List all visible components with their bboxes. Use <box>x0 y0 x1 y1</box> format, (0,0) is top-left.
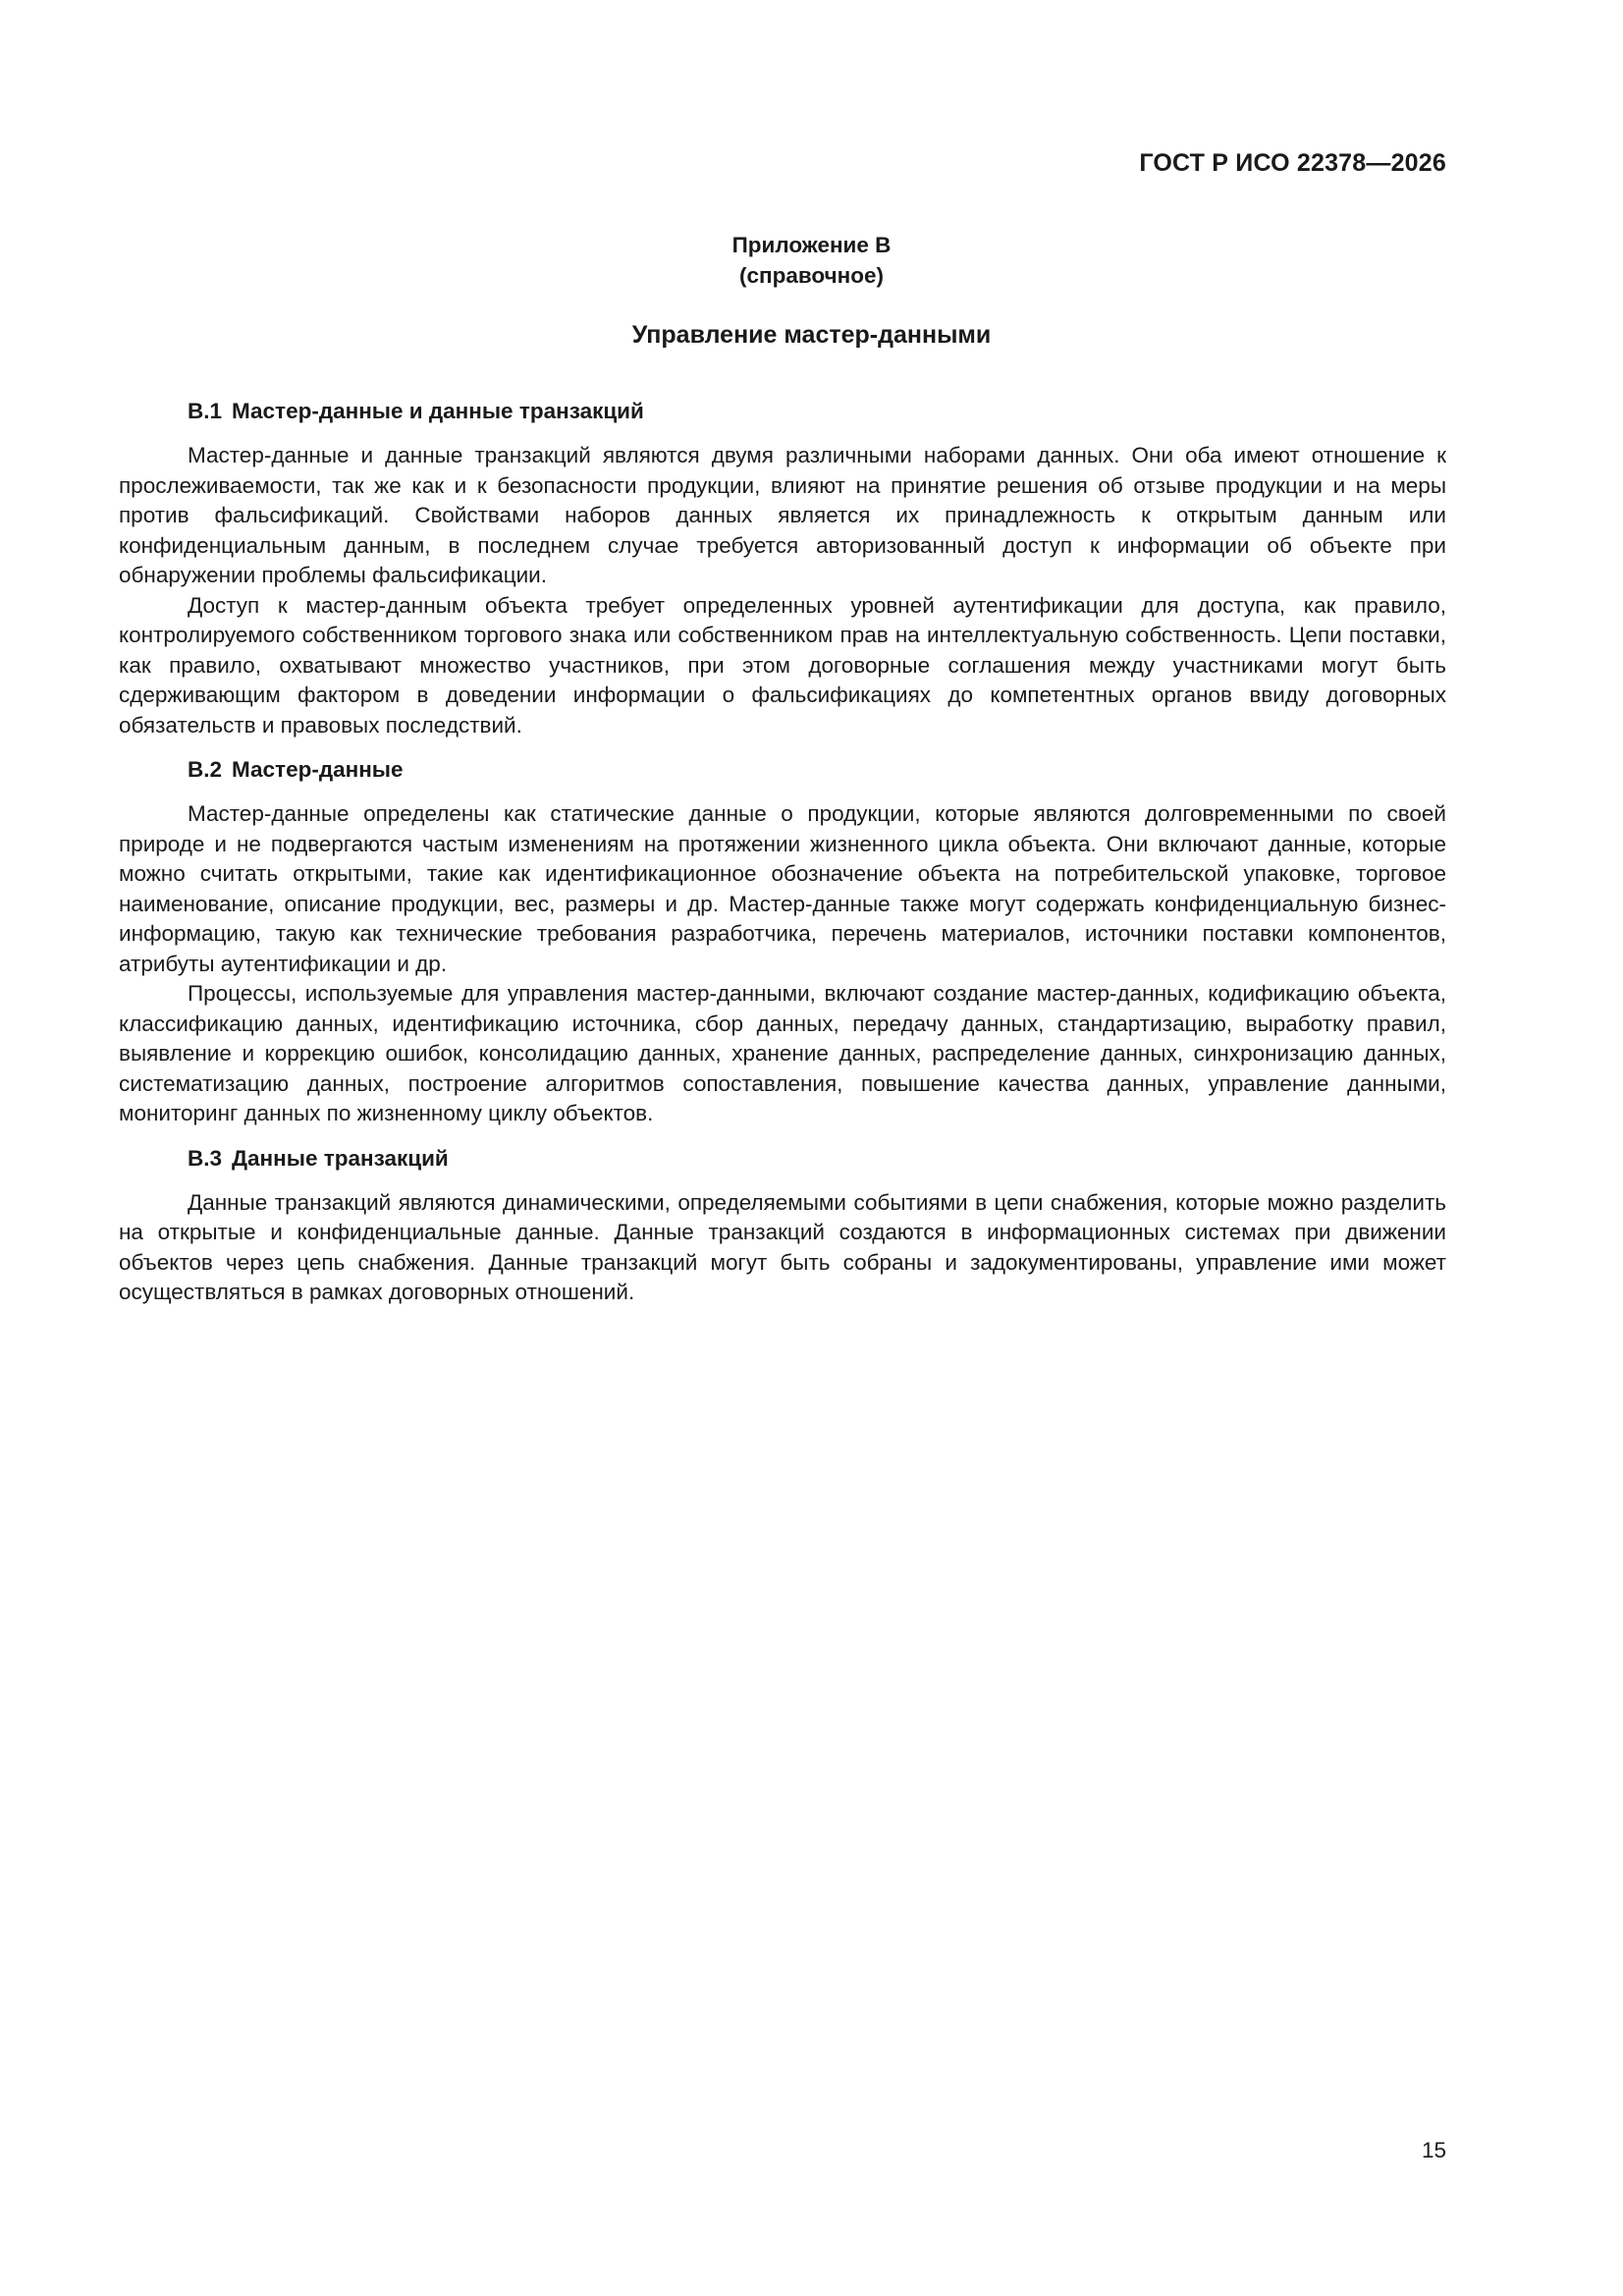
paragraph: Данные транзакций являются динамическими, определяемыми событиями в цепи снабжения, которые можно разделить на открытые и конфиденциальные данные. Данные транзакций создаются в информационных системах при движении объектов через цепь снабжения. Данные транзакций могут быть собраны и задокументированы, управление ими может осуществляться в рамках договорных отношений. <box>119 1189 1446 1304</box>
paragraph: Процессы, используемые для управления мастер-данными, включают создание мастер-данных, кодификацию объекта, классификацию данных, идентификацию источника, сбор данных, передачу данных, стандартизацию, выработку правил, выявление и коррекцию ошибок, консолидацию данных, хранение данных, распределение данных, синхронизацию данных, систематизацию данных, построение алгоритмов сопоставления, повышение качества данных, управление данными, мониторинг данных по жизненному циклу объектов. <box>119 981 1446 1125</box>
section-number: В.1 <box>188 399 223 423</box>
appendix-heading <box>0 230 1623 291</box>
paragraph: Мастер-данные и данные транзакций являются двумя различными наборами данных. Они оба имеют отношение к прослеживаемости, так же как и к безопасности продукции, влияют на принятие решения об отзыве продукции и на меры против фальсификаций. Свойствами наборов данных является их принадлежность к открытым данным или конфиденциальным данным, в последнем случае требуется авторизованный доступ к информации об объекте при обнаружении проблемы фальсификации. <box>119 443 1446 587</box>
section-number: В.2 <box>188 757 223 782</box>
appendix-type: (справочное) <box>739 263 884 288</box>
section-heading <box>119 1146 1446 1172</box>
page-number: 15 <box>1421 2138 1446 2162</box>
section-title: Данные транзакций <box>232 1145 449 1171</box>
section-title: Мастер-данные <box>232 757 404 782</box>
section-b3 <box>119 1146 1446 1308</box>
section-b2 <box>119 757 1446 1129</box>
section-heading <box>119 399 1446 424</box>
document-body <box>119 399 1446 1325</box>
paragraph: Мастер-данные определены как статические данные о продукции, которые являются долговременными по своей природе и не подвергаются частым изменениям на протяжении жизненного цикла объекта. Они включают данные, которые можно считать открытыми, такие как идентификационное обозначение объекта на потребительской упаковке, торговое наименование, описание продукции, вес, размеры и др. Мастер-данные также могут содержать конфиденциальную бизнес-информацию, такую как технические требования разработчика, перечень материалов, источники поставки компонентов, атрибуты аутентификации и др. <box>119 801 1446 976</box>
appendix-title: Управление мастер-данными <box>631 321 992 349</box>
section-title: Мастер-данные и данные транзакций <box>232 399 644 423</box>
section-number: В.3 <box>188 1145 223 1171</box>
section-b1 <box>119 399 1446 740</box>
document-code: ГОСТ Р ИСО 22378—2026 <box>1139 149 1446 177</box>
section-heading <box>119 757 1446 783</box>
appendix-label: Приложение В <box>731 233 892 257</box>
paragraph: Доступ к мастер-данным объекта требует определенных уровней аутентификации для доступа, как правило, контролируемого собственником торгового знака или собственником прав на интеллектуальную собственность. Цепи поставки, как правило, охватывают множество участников, при этом договорные соглашения между участниками могут быть сдерживающим фактором в доведении информации о фальсификациях до компетентных органов ввиду договорных обязательств и правовых последствий. <box>119 592 1446 738</box>
